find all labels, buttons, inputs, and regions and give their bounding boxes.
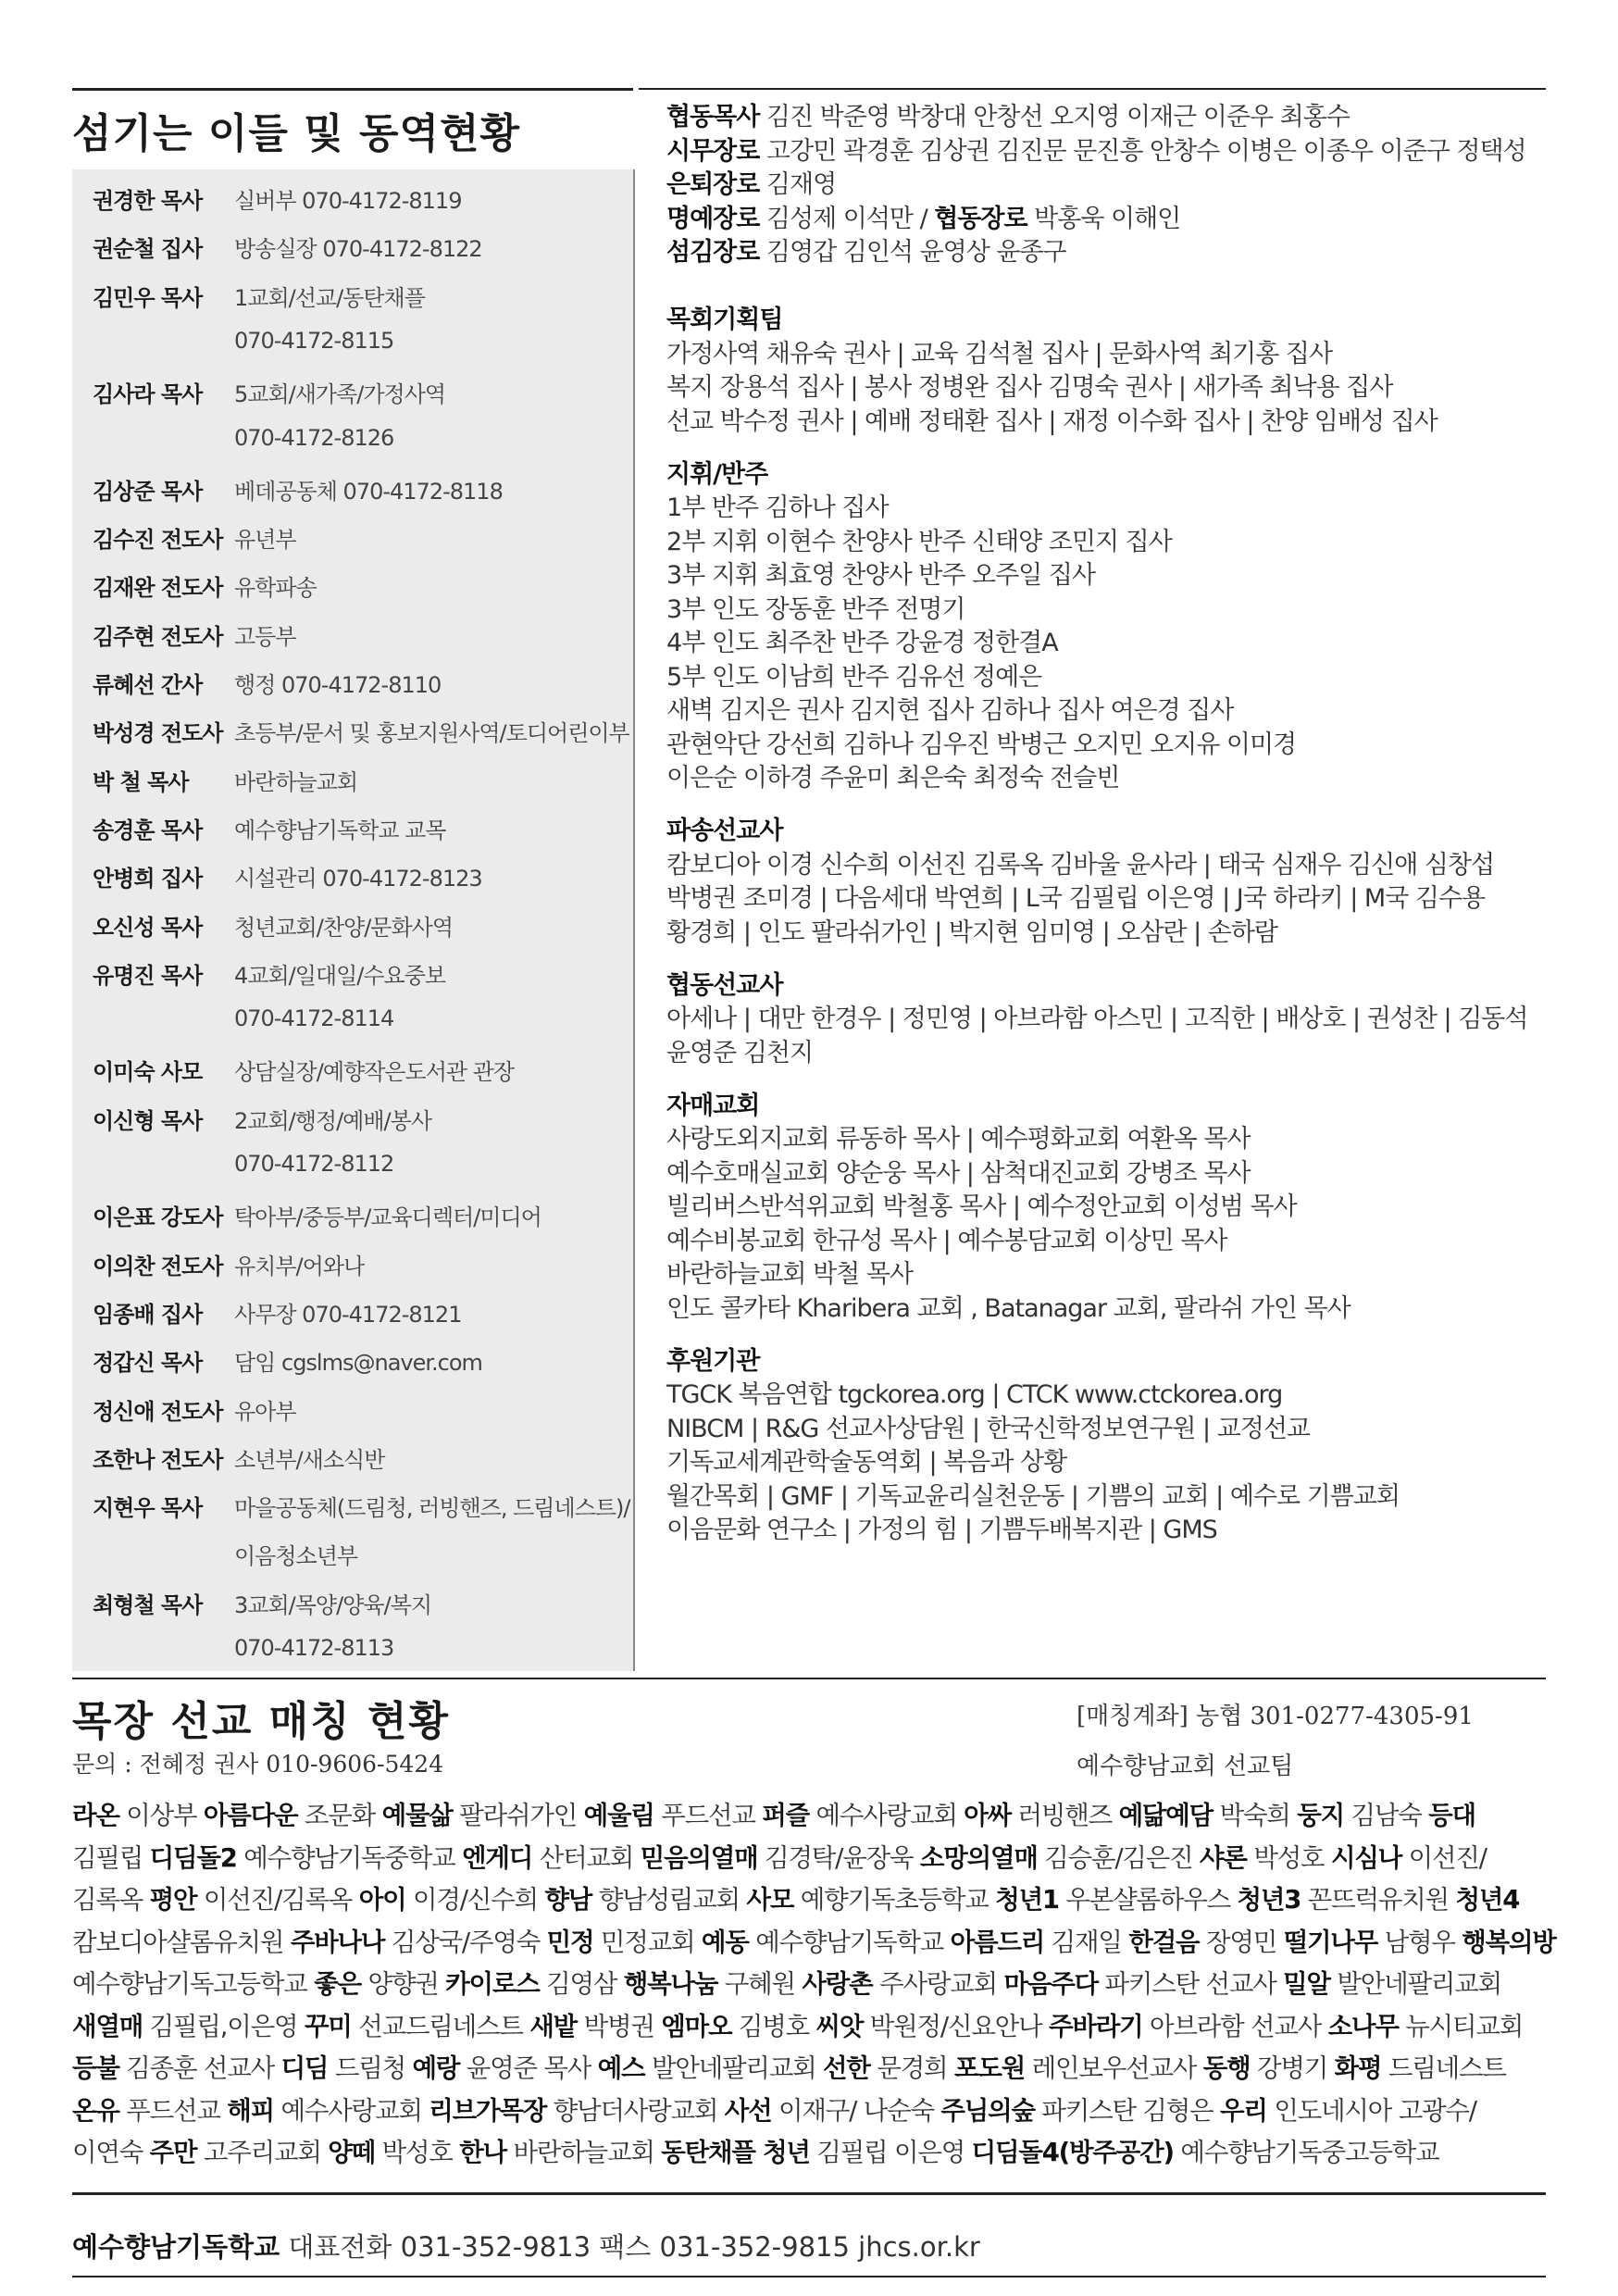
elder-line — [666, 131, 1526, 167]
partner-name: 김병호 — [731, 2011, 816, 2041]
staff-role: 사무장 070-4172-8121 — [234, 1301, 462, 1328]
partner-name: 레인보우선교사 — [1025, 2053, 1203, 2083]
sponsors-line: NIBCM | R&G 선교사상담원 | 한국신학정보연구원 | 교정선교 — [666, 1414, 1311, 1443]
staff-role: 예수향남기독학교 교목 — [234, 817, 446, 843]
staff-row — [72, 1188, 633, 1236]
staff-role: 초등부/문서 및 홍보지원사역/토디어린이부 — [234, 720, 629, 747]
matching-section-title: 목장 선교 매칭 현황 — [72, 1698, 450, 1745]
partner-name: 이경/신수희 — [405, 1885, 545, 1915]
choir-team-line: 새벽 김지은 권사 김지현 집사 김하나 집사 여은경 집사 — [666, 696, 1234, 725]
sponsors-line: TGCK 복음연합 tgckorea.org | CTCK www.ctckorea.org — [666, 1380, 1283, 1409]
sister-churches-line: 빌리버스반석위교회 박철홍 목사 | 예수정안교회 이성범 목사 — [666, 1192, 1297, 1221]
elder-names: 김성제 이석만 / — [759, 204, 935, 233]
group-name: 동탄채플 청년 — [661, 2138, 810, 2167]
staff-name: 송경훈 목사 — [93, 817, 203, 843]
partner-name: 문경희 — [869, 2053, 954, 2083]
planning-team-line: 선교 박수정 권사 | 예배 정태환 집사 | 재정 이수화 집사 | 찬양 임배성 집사 — [666, 406, 1438, 436]
group-name: 카이로스 — [445, 1969, 540, 1999]
staff-row — [72, 1576, 633, 1624]
partner-name: 캄보디아샬롬유치원 — [72, 1927, 291, 1957]
group-name: 예동 — [701, 1927, 749, 1957]
group-name: 한걸음 — [1128, 1927, 1200, 1957]
footer-contact: 대표전화 031-352-9813 팩스 031-352-9815 jhcs.or.kr — [280, 2231, 980, 2263]
staff-role: 유학파송 — [234, 575, 317, 602]
partner-name: 러빙핸즈 — [1011, 1801, 1119, 1830]
group-name: 아름다운 — [203, 1801, 298, 1830]
group-name: 향남 — [544, 1885, 592, 1915]
staff-name: 권순철 집사 — [93, 236, 203, 263]
coop-missionaries-line: 윤영준 김천지 — [666, 1038, 814, 1067]
staff-row — [72, 1527, 633, 1575]
staff-name: 박 철 목사 — [93, 768, 189, 795]
planning-team-title: 목회기획팀 — [666, 306, 783, 334]
staff-role: 유아부 — [234, 1398, 296, 1425]
group-name: 청년1 — [995, 1885, 1059, 1915]
footer — [72, 2227, 980, 2265]
sent-missionaries-line: 캄보디아 이경 신수희 이선진 김록옥 김바울 윤사라 | 태국 심재우 김신애 심창섭 — [666, 850, 1495, 880]
staff-row — [72, 171, 633, 219]
staff-role: 1교회/선교/동탄채플 — [234, 284, 425, 311]
group-name: 동행 — [1202, 2053, 1251, 2083]
partner-name: 푸드선교 — [653, 1801, 763, 1830]
staff-name: 조한나 전도사 — [93, 1446, 223, 1473]
staff-role: 고등부 — [234, 623, 296, 650]
elder-label: 은퇴장로 — [666, 170, 760, 199]
partner-name: 드림네스트 — [1381, 2053, 1506, 2083]
footer-school-name: 예수향남기독학교 — [72, 2231, 280, 2263]
staff-role: 070-4172-8115 — [234, 327, 394, 354]
group-name: 양떼 — [328, 2138, 376, 2167]
choir-team-line: 5부 인도 이남희 반주 김유선 정예은 — [666, 662, 1042, 692]
partner-name: 뉴시티교회 — [1398, 2011, 1524, 2041]
partner-name: 김필립,이은영 — [143, 2011, 305, 2041]
staff-row — [72, 607, 633, 655]
coop-missionaries-title: 협동선교사 — [666, 970, 783, 1000]
staff-name: 김사라 목사 — [93, 381, 203, 408]
matching-line — [72, 2131, 1438, 2168]
coop-missionaries-line: 아세나 | 대만 한경우 | 정민영 | 아브라함 아스민 | 고직한 | 배상호 | 권성찬 | 김동석 — [666, 1004, 1528, 1033]
partner-name: 민정교회 — [593, 1927, 702, 1957]
sponsors-title: 후원기관 — [666, 1346, 760, 1376]
matching-line — [72, 1963, 1501, 2000]
matching-contact: 문의 : 전혜정 권사 010-9606-5424 — [72, 1751, 444, 1778]
partner-name: 산터교회 — [532, 1842, 641, 1873]
group-name: 예물삶 — [381, 1801, 453, 1830]
matching-line — [72, 2047, 1506, 2084]
group-name: 예스 — [597, 2053, 645, 2083]
group-name: 새밭 — [529, 2011, 578, 2041]
sponsors-line: 월간목회 | GMF | 기독교윤리실천운동 | 기쁨의 교회 | 예수로 기쁨교회 — [666, 1481, 1400, 1511]
group-name: 소나무 — [1327, 2011, 1399, 2041]
partner-name: 양향권 — [360, 1969, 446, 1999]
partner-name: 조문화 — [297, 1801, 382, 1830]
group-name: 리브가목장 — [429, 2095, 547, 2126]
sister-churches-line: 바란하늘교회 박철 목사 — [666, 1260, 913, 1289]
staff-role: 5교회/새가족/가정사역 — [234, 381, 446, 408]
elder-names: 고강민 곽경훈 김상권 김진문 문진흥 안창수 이병은 이종우 이준구 정택성 — [759, 136, 1526, 166]
choir-team-line: 4부 인도 최주찬 반주 강윤경 정한결A — [666, 629, 1058, 657]
group-name: 시심나 — [1330, 1842, 1402, 1873]
sent-missionaries-title: 파송선교사 — [666, 817, 783, 845]
staff-name: 김주현 전도사 — [93, 623, 223, 650]
staff-row — [72, 801, 633, 849]
group-name: 청년3 — [1237, 1885, 1301, 1915]
sister-churches-line: 인도 콜카타 Kharibera 교회 , Batanagar 교회, 팔라쉬 가인 목사 — [666, 1293, 1350, 1323]
partner-name: 발안네팔리교회 — [644, 2053, 824, 2083]
group-name: 디딤돌4(방주공간) — [971, 2138, 1174, 2167]
partner-name: 김상국/주영숙 — [384, 1927, 547, 1957]
elder-line — [666, 231, 1066, 268]
middle-rule — [72, 1678, 1546, 1679]
matching-account: [매칭계좌] 농협 301-0277-4305-91 — [1077, 1703, 1474, 1730]
staff-row — [72, 898, 633, 946]
elder-line — [666, 198, 1180, 234]
group-name: 떨기나무 — [1283, 1927, 1378, 1957]
partner-name: 박숙희 — [1213, 1801, 1298, 1830]
choir-team-line: 2부 지휘 이현수 찬양사 반주 신태양 조민지 집사 — [666, 527, 1172, 556]
staff-name: 김상준 목사 — [93, 478, 203, 505]
group-name: 청년4 — [1455, 1885, 1520, 1915]
elder-line — [666, 164, 836, 200]
partner-name: 남형우 — [1377, 1927, 1462, 1957]
group-name: 아싸 — [964, 1801, 1012, 1830]
partner-name: 우본샬롬하우스 — [1058, 1885, 1238, 1915]
group-name: 주님의숲 — [940, 2095, 1035, 2126]
elder-label: 섬김장로 — [666, 238, 760, 267]
staff-role: 4교회/일대일/수요중보 — [234, 962, 446, 989]
staff-row — [72, 1333, 633, 1381]
partner-name: 주사랑교회 — [872, 1969, 1004, 1999]
staff-role: 담임 cgslms@naver.com — [234, 1350, 482, 1377]
partner-name: 이재구/ 나순숙 — [771, 2095, 941, 2126]
partner-name: 박성호 — [1246, 1842, 1331, 1873]
elder-names: 김재영 — [759, 170, 837, 199]
staff-row — [72, 946, 633, 994]
staff-role: 바란하늘교회 — [234, 768, 358, 795]
staff-name: 정갑신 목사 — [93, 1350, 203, 1377]
group-name: 해피 — [227, 2095, 275, 2126]
elder-label: 협동장로 — [934, 204, 1027, 233]
group-name: 디딤 — [280, 2053, 329, 2083]
staff-role: 070-4172-8112 — [234, 1151, 394, 1177]
group-name: 새열매 — [72, 2011, 143, 2041]
staff-row — [72, 1285, 633, 1333]
staff-row — [72, 1430, 633, 1479]
staff-row — [72, 1479, 633, 1527]
staff-role: 이음청소년부 — [234, 1543, 358, 1570]
partner-name: 김록옥 — [72, 1885, 150, 1915]
staff-role: 탁아부/중등부/교육디렉터/미디어 — [234, 1204, 541, 1231]
staff-name: 안병희 집사 — [93, 866, 203, 892]
partner-name: 바란하늘교회 — [505, 2138, 662, 2167]
partner-name: 드림청 — [328, 2053, 413, 2083]
group-name: 퍼즐 — [762, 1801, 809, 1830]
group-name: 등불 — [72, 2053, 119, 2083]
staff-role: 청년교회/찬양/문화사역 — [234, 914, 454, 941]
staff-role: 행정 070-4172-8110 — [234, 672, 442, 698]
group-name: 주바라기 — [1048, 2011, 1143, 2041]
sent-missionaries-line: 박병권 조미경 | 다음세대 박연희 | L국 김필립 이은영 | J국 하라키 | M국 김수용 — [666, 884, 1486, 913]
staff-role: 마을공동체(드림청, 러빙핸즈, 드림네스트)/ — [234, 1495, 630, 1522]
staff-row — [72, 462, 633, 510]
choir-team-line: 3부 지휘 최효영 찬양사 반주 오주일 집사 — [666, 561, 1095, 590]
staff-name: 지현우 목사 — [93, 1495, 203, 1522]
group-name: 주바나나 — [290, 1927, 385, 1957]
choir-team-line: 3부 인도 장동훈 반주 전명기 — [666, 594, 965, 624]
staff-row — [72, 510, 633, 558]
staff-row — [72, 1092, 633, 1140]
partner-name: 이상부 — [118, 1801, 204, 1830]
staff-role: 실버부 070-4172-8119 — [234, 188, 462, 214]
sister-churches-line: 사랑도외지교회 류동하 목사 | 예수평화교회 여환옥 목사 — [666, 1125, 1251, 1154]
staff-role: 시설관리 070-4172-8123 — [234, 866, 482, 892]
group-name: 아름드리 — [950, 1927, 1045, 1957]
staff-row — [72, 558, 633, 606]
staff-name: 김수진 전도사 — [93, 527, 223, 554]
staff-row — [72, 1140, 633, 1188]
group-name: 아이 — [358, 1885, 406, 1915]
staff-row — [72, 268, 633, 317]
group-name: 소망의열매 — [919, 1842, 1038, 1873]
planning-team-line: 가정사역 채유숙 권사 | 교육 김석철 집사 | 문화사역 최기홍 집사 — [666, 339, 1333, 368]
group-name: 한나 — [459, 2138, 506, 2167]
staff-row — [72, 219, 633, 268]
group-name: 믿음의열매 — [640, 1842, 758, 1873]
elder-label: 시무장로 — [666, 136, 760, 166]
staff-row — [72, 1042, 633, 1091]
staff-row — [72, 655, 633, 704]
group-name: 화평 — [1334, 2053, 1382, 2083]
group-name: 좋은 — [314, 1969, 361, 1999]
sponsors-line: 기독교세계관학술동역회 | 복음과 상황 — [666, 1448, 1067, 1477]
partner-name: 이선진/김록옥 — [196, 1885, 359, 1915]
matching-team: 예수향남교회 선교팀 — [1077, 1753, 1294, 1780]
group-name: 밀알 — [1283, 1969, 1330, 1999]
partner-name: 김경탁/윤장욱 — [757, 1842, 920, 1873]
top-rule-right — [639, 88, 1546, 90]
staff-section-title: 섬기는 이들 및 동역현황 — [72, 110, 520, 157]
staff-name: 오신성 목사 — [93, 914, 203, 941]
group-name: 엠마오 — [661, 2011, 732, 2041]
group-name: 마음주다 — [1003, 1969, 1098, 1999]
partner-name: 이연숙 — [72, 2138, 150, 2167]
sister-churches-title: 자매교회 — [666, 1091, 760, 1120]
staff-row — [72, 753, 633, 801]
elder-names: 박홍욱 이해인 — [1027, 204, 1181, 233]
group-name: 행복의방 — [1462, 1927, 1556, 1957]
matching-line — [72, 1837, 1487, 1874]
staff-name: 이은표 강도사 — [93, 1204, 223, 1231]
partner-name: 예향기독초등학교 — [793, 1885, 996, 1915]
sponsors-line: 이음문화 연구소 | 가정의 힘 | 기쁨두배복지관 | GMS — [666, 1516, 1217, 1544]
footer-rule-bottom — [72, 2276, 1546, 2277]
partner-name: 김필립 — [72, 1842, 150, 1873]
staff-name: 김민우 목사 — [93, 284, 203, 311]
group-name: 샤론 — [1200, 1842, 1247, 1873]
partner-name: 김재일 — [1044, 1927, 1129, 1957]
group-name: 행복나눔 — [623, 1969, 718, 1999]
staff-directory — [72, 169, 635, 1671]
partner-name: 아브라함 선교사 — [1142, 2011, 1328, 2041]
group-name: 민정 — [546, 1927, 594, 1957]
group-name: 사랑촌 — [802, 1969, 873, 1999]
top-rule-left — [72, 88, 633, 91]
staff-name: 박성경 전도사 — [93, 720, 223, 747]
partner-name: 꼰뜨럭유치원 — [1301, 1885, 1456, 1915]
staff-name: 이신형 목사 — [93, 1107, 203, 1134]
partner-name: 예수향남기독중학교 — [236, 1842, 463, 1873]
partner-name: 발안네팔리교회 — [1329, 1969, 1501, 1999]
staff-row — [72, 1624, 633, 1672]
partner-name: 박성호 — [375, 2138, 460, 2167]
staff-role: 유년부 — [234, 527, 296, 554]
partner-name: 구혜원 — [717, 1969, 803, 1999]
staff-row — [72, 994, 633, 1042]
staff-row — [72, 1382, 633, 1430]
staff-row — [72, 1237, 633, 1285]
choir-team-line: 1부 반주 김하나 집사 — [666, 493, 889, 522]
partner-name: 김종훈 선교사 — [118, 2053, 281, 2083]
partner-name: 파키스탄 선교사 — [1097, 1969, 1284, 1999]
partner-name: 파키스탄 김형은 — [1034, 2095, 1221, 2126]
staff-name: 임종배 집사 — [93, 1301, 203, 1328]
group-name: 예랑 — [412, 2053, 460, 2083]
partner-name: 푸드선교 — [118, 2095, 228, 2126]
partner-name: 예수향남기독중고등학교 — [1173, 2138, 1439, 2167]
group-name: 등대 — [1428, 1801, 1475, 1830]
partner-name: 예수향남기독학교 — [748, 1927, 951, 1957]
partner-name: 선교드림네스트 — [351, 2011, 530, 2041]
staff-name: 정신애 전도사 — [93, 1398, 223, 1425]
staff-row — [72, 365, 633, 413]
sister-churches-line: 예수호매실교회 양순웅 목사 | 삼척대진교회 강병조 목사 — [666, 1158, 1251, 1188]
staff-role: 유치부/어와나 — [234, 1253, 365, 1279]
staff-name: 유명진 목사 — [93, 962, 203, 989]
partner-name: 장영민 — [1199, 1927, 1284, 1957]
choir-team-title: 지휘/반주 — [666, 459, 768, 489]
group-name: 선한 — [823, 2053, 870, 2083]
staff-role: 2교회/행정/예배/봉사 — [234, 1107, 431, 1134]
staff-role: 070-4172-8126 — [234, 424, 394, 451]
staff-name: 최형철 목사 — [93, 1591, 203, 1618]
partner-name: 팔라쉬가인 — [452, 1801, 584, 1830]
elder-names: 김진 박준영 박창대 안창선 오지영 이재근 이준우 최홍수 — [759, 103, 1350, 131]
partner-name: 강병기 — [1250, 2053, 1335, 2083]
staff-name: 김재완 전도사 — [93, 575, 223, 602]
group-name: 주만 — [149, 2138, 197, 2167]
sent-missionaries-line: 황경희 | 인도 팔라쉬가인 | 박지현 임미영 | 오삼란 | 손하람 — [666, 917, 1278, 947]
partner-name: 김영삼 — [539, 1969, 624, 1999]
staff-role: 방송실장 070-4172-8122 — [234, 236, 482, 263]
staff-row — [72, 704, 633, 752]
group-name: 예닮예담 — [1118, 1801, 1214, 1830]
partner-name: 김필립 이은영 — [809, 2138, 972, 2167]
partner-name: 김남숙 — [1343, 1801, 1429, 1830]
staff-role: 070-4172-8114 — [234, 1005, 394, 1032]
elder-names: 김영갑 김인석 윤영상 윤종구 — [759, 238, 1066, 267]
staff-row — [72, 849, 633, 897]
group-name: 포도원 — [953, 2053, 1026, 2083]
partner-name: 향남성림교회 — [591, 1885, 747, 1915]
group-name: 씨앗 — [815, 2011, 864, 2041]
group-name: 엔게디 — [462, 1842, 533, 1873]
group-name: 꾸미 — [304, 2011, 352, 2041]
staff-name: 류혜선 간사 — [93, 672, 203, 698]
group-name: 디딤돌2 — [149, 1842, 237, 1873]
staff-role: 상담실장/예향작은도서관 관장 — [234, 1059, 515, 1086]
choir-team-line: 이은순 이하경 주윤미 최은숙 최정숙 전슬빈 — [666, 764, 1120, 792]
footer-rule-top — [72, 2192, 1546, 2195]
staff-role: 소년부/새소식반 — [234, 1446, 385, 1473]
staff-role: 3교회/목양/양육/복지 — [234, 1591, 431, 1618]
partner-name: 예수사랑교회 — [274, 2095, 429, 2126]
group-name: 둥지 — [1297, 1801, 1344, 1830]
staff-name: 이미숙 사모 — [93, 1059, 203, 1086]
partner-name: 이선진/ — [1401, 1842, 1487, 1873]
group-name: 사모 — [746, 1885, 794, 1915]
matching-line — [72, 1878, 1519, 1915]
partner-name: 인도네시아 고광수/ — [1266, 2095, 1476, 2126]
elder-label: 협동목사 — [666, 103, 760, 131]
partner-name: 김승훈/김은진 — [1037, 1842, 1201, 1873]
sister-churches-line: 예수비봉교회 한규성 목사 | 예수봉담교회 이상민 목사 — [666, 1226, 1227, 1255]
staff-row — [72, 414, 633, 462]
staff-row — [72, 317, 633, 365]
group-name: 온유 — [72, 2095, 119, 2126]
matching-line — [72, 2090, 1476, 2127]
group-name: 우리 — [1220, 2095, 1267, 2126]
partner-name: 고주리교회 — [196, 2138, 329, 2167]
partner-name: 향남더사랑교회 — [546, 2095, 725, 2126]
planning-team-line: 복지 장용석 집사 | 봉사 정병완 집사 김명숙 권사 | 새가족 최낙용 집사 — [666, 373, 1393, 402]
choir-team-line: 관현악단 강선희 김하나 김우진 박병근 오지민 오지유 이미경 — [666, 730, 1297, 759]
group-name: 사선 — [724, 2095, 772, 2126]
staff-name: 권경한 목사 — [93, 188, 203, 214]
matching-line — [72, 2005, 1523, 2042]
group-name: 예울림 — [583, 1801, 654, 1830]
matching-line — [72, 1794, 1475, 1831]
group-name: 평안 — [149, 1885, 197, 1915]
matching-line — [72, 1921, 1556, 1958]
partner-name: 박병권 — [577, 2011, 662, 2041]
staff-role: 베데공동체 070-4172-8118 — [234, 478, 503, 505]
partner-name: 예수향남기독고등학교 — [72, 1969, 315, 1999]
elder-label: 명예장로 — [666, 204, 760, 233]
staff-name: 이의찬 전도사 — [93, 1253, 223, 1279]
staff-role: 070-4172-8113 — [234, 1635, 394, 1661]
group-name: 라온 — [72, 1801, 119, 1830]
partner-name: 박원정/신요안나 — [863, 2011, 1049, 2041]
partner-name: 윤영준 목사 — [459, 2053, 598, 2083]
elder-line — [666, 96, 1350, 132]
partner-name: 예수사랑교회 — [809, 1801, 965, 1830]
